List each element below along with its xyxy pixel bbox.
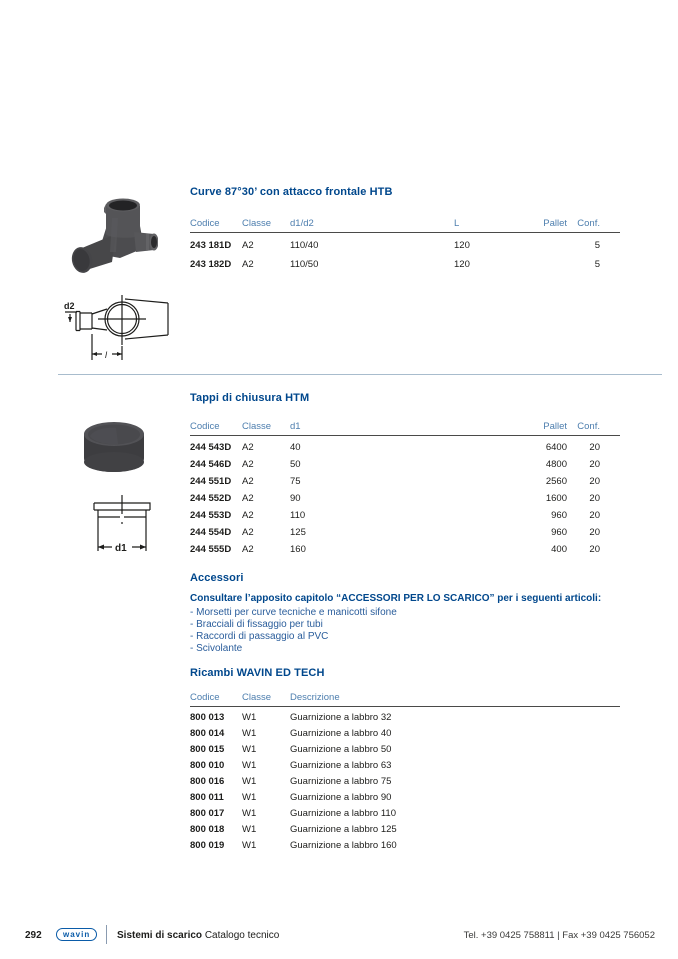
page-footer xyxy=(0,922,678,952)
dim-label-l: l xyxy=(105,350,107,360)
table-row xyxy=(190,757,620,773)
cell-classe: A2 xyxy=(242,510,254,521)
table-row xyxy=(190,789,620,805)
cell-codice: 800 017 xyxy=(190,807,225,819)
cell-descrizione: Guarnizione a labbro 75 xyxy=(290,775,392,787)
table-row xyxy=(190,741,620,757)
cell-classe: A2 xyxy=(242,442,254,453)
cell-codice: 800 014 xyxy=(190,727,225,739)
table-row xyxy=(190,837,620,853)
cell-conf: 20 xyxy=(589,493,600,504)
table-row xyxy=(190,507,620,524)
col-header-conf: Conf. xyxy=(577,421,600,432)
tappi-table-body xyxy=(190,436,620,558)
col-header-pallet: Pallet xyxy=(543,421,567,432)
table-row xyxy=(190,773,620,789)
section-divider xyxy=(58,374,662,375)
cap-photo xyxy=(78,418,150,481)
col-header-classe: Classe xyxy=(242,421,272,432)
table-row xyxy=(190,490,620,507)
section-tappi xyxy=(190,392,620,558)
cell-codice: 244 546D xyxy=(190,459,232,470)
col-header-d1d2: d1/d2 xyxy=(290,218,314,229)
ricambi-table-header xyxy=(190,692,620,707)
section-title-curve: Curve 87°30’ con attacco frontale HTB xyxy=(190,186,393,198)
cell-pallet: 1600 xyxy=(545,493,567,504)
cell-d1: 75 xyxy=(290,476,301,487)
table-row xyxy=(190,255,620,274)
cell-codice: 800 019 xyxy=(190,839,225,851)
cell-descrizione: Guarnizione a labbro 160 xyxy=(290,839,397,851)
accessori-list-item: - Morsetti per curve tecniche e manicotti sifone xyxy=(190,607,397,618)
cell-descrizione: Guarnizione a labbro 40 xyxy=(290,727,392,739)
cell-conf: 20 xyxy=(589,544,600,555)
cell-classe: A2 xyxy=(242,493,254,504)
accessori-list xyxy=(190,607,630,655)
cell-classe: W1 xyxy=(242,807,257,819)
curve-table-body xyxy=(190,233,620,274)
dim-label-d2: d2 xyxy=(64,301,75,311)
cell-descrizione: Guarnizione a labbro 32 xyxy=(290,711,392,723)
col-header-d1: d1 xyxy=(290,421,301,432)
cell-codice: 243 182D xyxy=(190,259,232,270)
tappi-table-header xyxy=(190,421,620,436)
col-header-codice: Codice xyxy=(190,218,220,229)
cell-pallet: 6400 xyxy=(545,442,567,453)
table-row xyxy=(190,524,620,541)
cell-d1: 90 xyxy=(290,493,301,504)
cell-conf: 20 xyxy=(589,442,600,453)
section-title-ricambi: Ricambi WAVIN ED TECH xyxy=(190,667,325,679)
accessori-list-item: - Scivolante xyxy=(190,643,243,654)
accessori-intro: Consultare l’apposito capitolo “ACCESSORI PER LO SCARICO” per i seguenti articoli: xyxy=(190,593,602,604)
cell-descrizione: Guarnizione a labbro 110 xyxy=(290,807,396,819)
cell-d1: 125 xyxy=(290,527,306,538)
cell-d1: 40 xyxy=(290,442,301,453)
cell-d1: 110 xyxy=(290,510,306,521)
cap-technical-drawing xyxy=(90,493,154,560)
table-row xyxy=(190,821,620,837)
cell-l: 120 xyxy=(454,259,470,270)
cell-conf: 5 xyxy=(594,240,600,251)
footer-divider xyxy=(106,925,107,944)
cell-codice: 800 018 xyxy=(190,823,225,835)
cell-pallet: 2560 xyxy=(545,476,567,487)
table-row xyxy=(190,541,620,558)
cell-conf: 20 xyxy=(589,476,600,487)
ricambi-table xyxy=(190,692,620,853)
cell-codice: 244 552D xyxy=(190,493,232,504)
cell-codice: 244 553D xyxy=(190,510,232,521)
cap-image xyxy=(78,418,150,476)
cell-codice: 800 015 xyxy=(190,743,225,755)
page-number: 292 xyxy=(25,930,42,941)
footer-catalog-regular: Catalogo tecnico xyxy=(204,930,280,941)
tappi-table xyxy=(190,421,620,558)
col-header-codice: Codice xyxy=(190,692,220,703)
cell-codice: 244 543D xyxy=(190,442,232,453)
cell-pallet: 4800 xyxy=(545,459,567,470)
ricambi-table-body xyxy=(190,707,620,853)
pipe-fitting-image xyxy=(68,196,158,288)
table-row xyxy=(190,439,620,456)
cell-codice: 800 010 xyxy=(190,759,225,771)
accessori-list-item: - Bracciali di fissaggio per tubi xyxy=(190,619,323,630)
curve-table xyxy=(190,218,620,274)
footer-contact-info: Tel. +39 0425 758811 | Fax +39 0425 756052 xyxy=(463,930,655,941)
section-ricambi xyxy=(190,667,620,853)
accessori-list-item: - Raccordi di passaggio al PVC xyxy=(190,631,329,642)
cell-classe: W1 xyxy=(242,823,257,835)
cell-pallet: 400 xyxy=(551,544,567,555)
cell-descrizione: Guarnizione a labbro 63 xyxy=(290,759,392,771)
table-row xyxy=(190,236,620,255)
col-header-conf: Conf. xyxy=(577,218,600,229)
section-title-tappi: Tappi di chiusura HTM xyxy=(190,392,310,404)
cell-classe: W1 xyxy=(242,759,257,771)
dim-label-d1: d1 xyxy=(115,543,127,554)
col-header-codice: Codice xyxy=(190,421,220,432)
curve-technical-drawing xyxy=(62,288,180,375)
cell-codice: 244 555D xyxy=(190,544,232,555)
cell-classe: A2 xyxy=(242,459,254,470)
cell-codice: 800 013 xyxy=(190,711,225,723)
footer-catalog-bold: Sistemi di scarico xyxy=(117,930,203,941)
footer-catalog-label xyxy=(117,930,279,941)
cell-d1: 50 xyxy=(290,459,301,470)
section-accessori xyxy=(190,572,630,655)
table-row xyxy=(190,473,620,490)
col-header-classe: Classe xyxy=(242,218,272,229)
cell-classe: W1 xyxy=(242,839,257,851)
cell-classe: A2 xyxy=(242,240,254,251)
cell-classe: W1 xyxy=(242,727,257,739)
cell-classe: W1 xyxy=(242,743,257,755)
cell-descrizione: Guarnizione a labbro 90 xyxy=(290,791,392,803)
cell-conf: 20 xyxy=(589,459,600,470)
col-header-descrizione: Descrizione xyxy=(290,692,340,703)
cell-l: 120 xyxy=(454,240,470,251)
cell-codice: 244 554D xyxy=(190,527,232,538)
section-curve xyxy=(190,186,620,274)
cell-codice: 244 551D xyxy=(190,476,232,487)
cell-classe: W1 xyxy=(242,775,257,787)
table-row xyxy=(190,456,620,473)
cell-classe: W1 xyxy=(242,711,257,723)
cell-classe: A2 xyxy=(242,476,254,487)
cell-descrizione: Guarnizione a labbro 125 xyxy=(290,823,397,835)
curve-table-header xyxy=(190,218,620,233)
wavin-logo: wavin xyxy=(56,928,97,941)
cell-conf: 20 xyxy=(589,527,600,538)
col-header-pallet: Pallet xyxy=(543,218,567,229)
col-header-classe: Classe xyxy=(242,692,272,703)
cell-conf: 5 xyxy=(594,259,600,270)
cell-d1d2: 110/40 xyxy=(290,240,319,251)
cell-codice: 243 181D xyxy=(190,240,232,251)
table-row xyxy=(190,709,620,725)
cell-codice: 800 011 xyxy=(190,791,224,803)
cell-d1d2: 110/50 xyxy=(290,259,319,270)
curve-drawing-image xyxy=(62,288,180,370)
cell-classe: A2 xyxy=(242,259,254,270)
cell-pallet: 960 xyxy=(551,510,567,521)
cell-conf: 20 xyxy=(589,510,600,521)
cell-classe: W1 xyxy=(242,791,257,803)
cell-codice: 800 016 xyxy=(190,775,225,787)
cell-classe: A2 xyxy=(242,527,254,538)
cell-classe: A2 xyxy=(242,544,254,555)
curve-fitting-photo xyxy=(68,196,158,293)
table-row xyxy=(190,725,620,741)
col-header-l: L xyxy=(454,218,460,229)
section-title-accessori: Accessori xyxy=(190,572,244,584)
cap-drawing-image xyxy=(90,493,154,555)
cell-d1: 160 xyxy=(290,544,306,555)
cell-pallet: 960 xyxy=(551,527,567,538)
table-row xyxy=(190,805,620,821)
cell-descrizione: Guarnizione a labbro 50 xyxy=(290,743,392,755)
